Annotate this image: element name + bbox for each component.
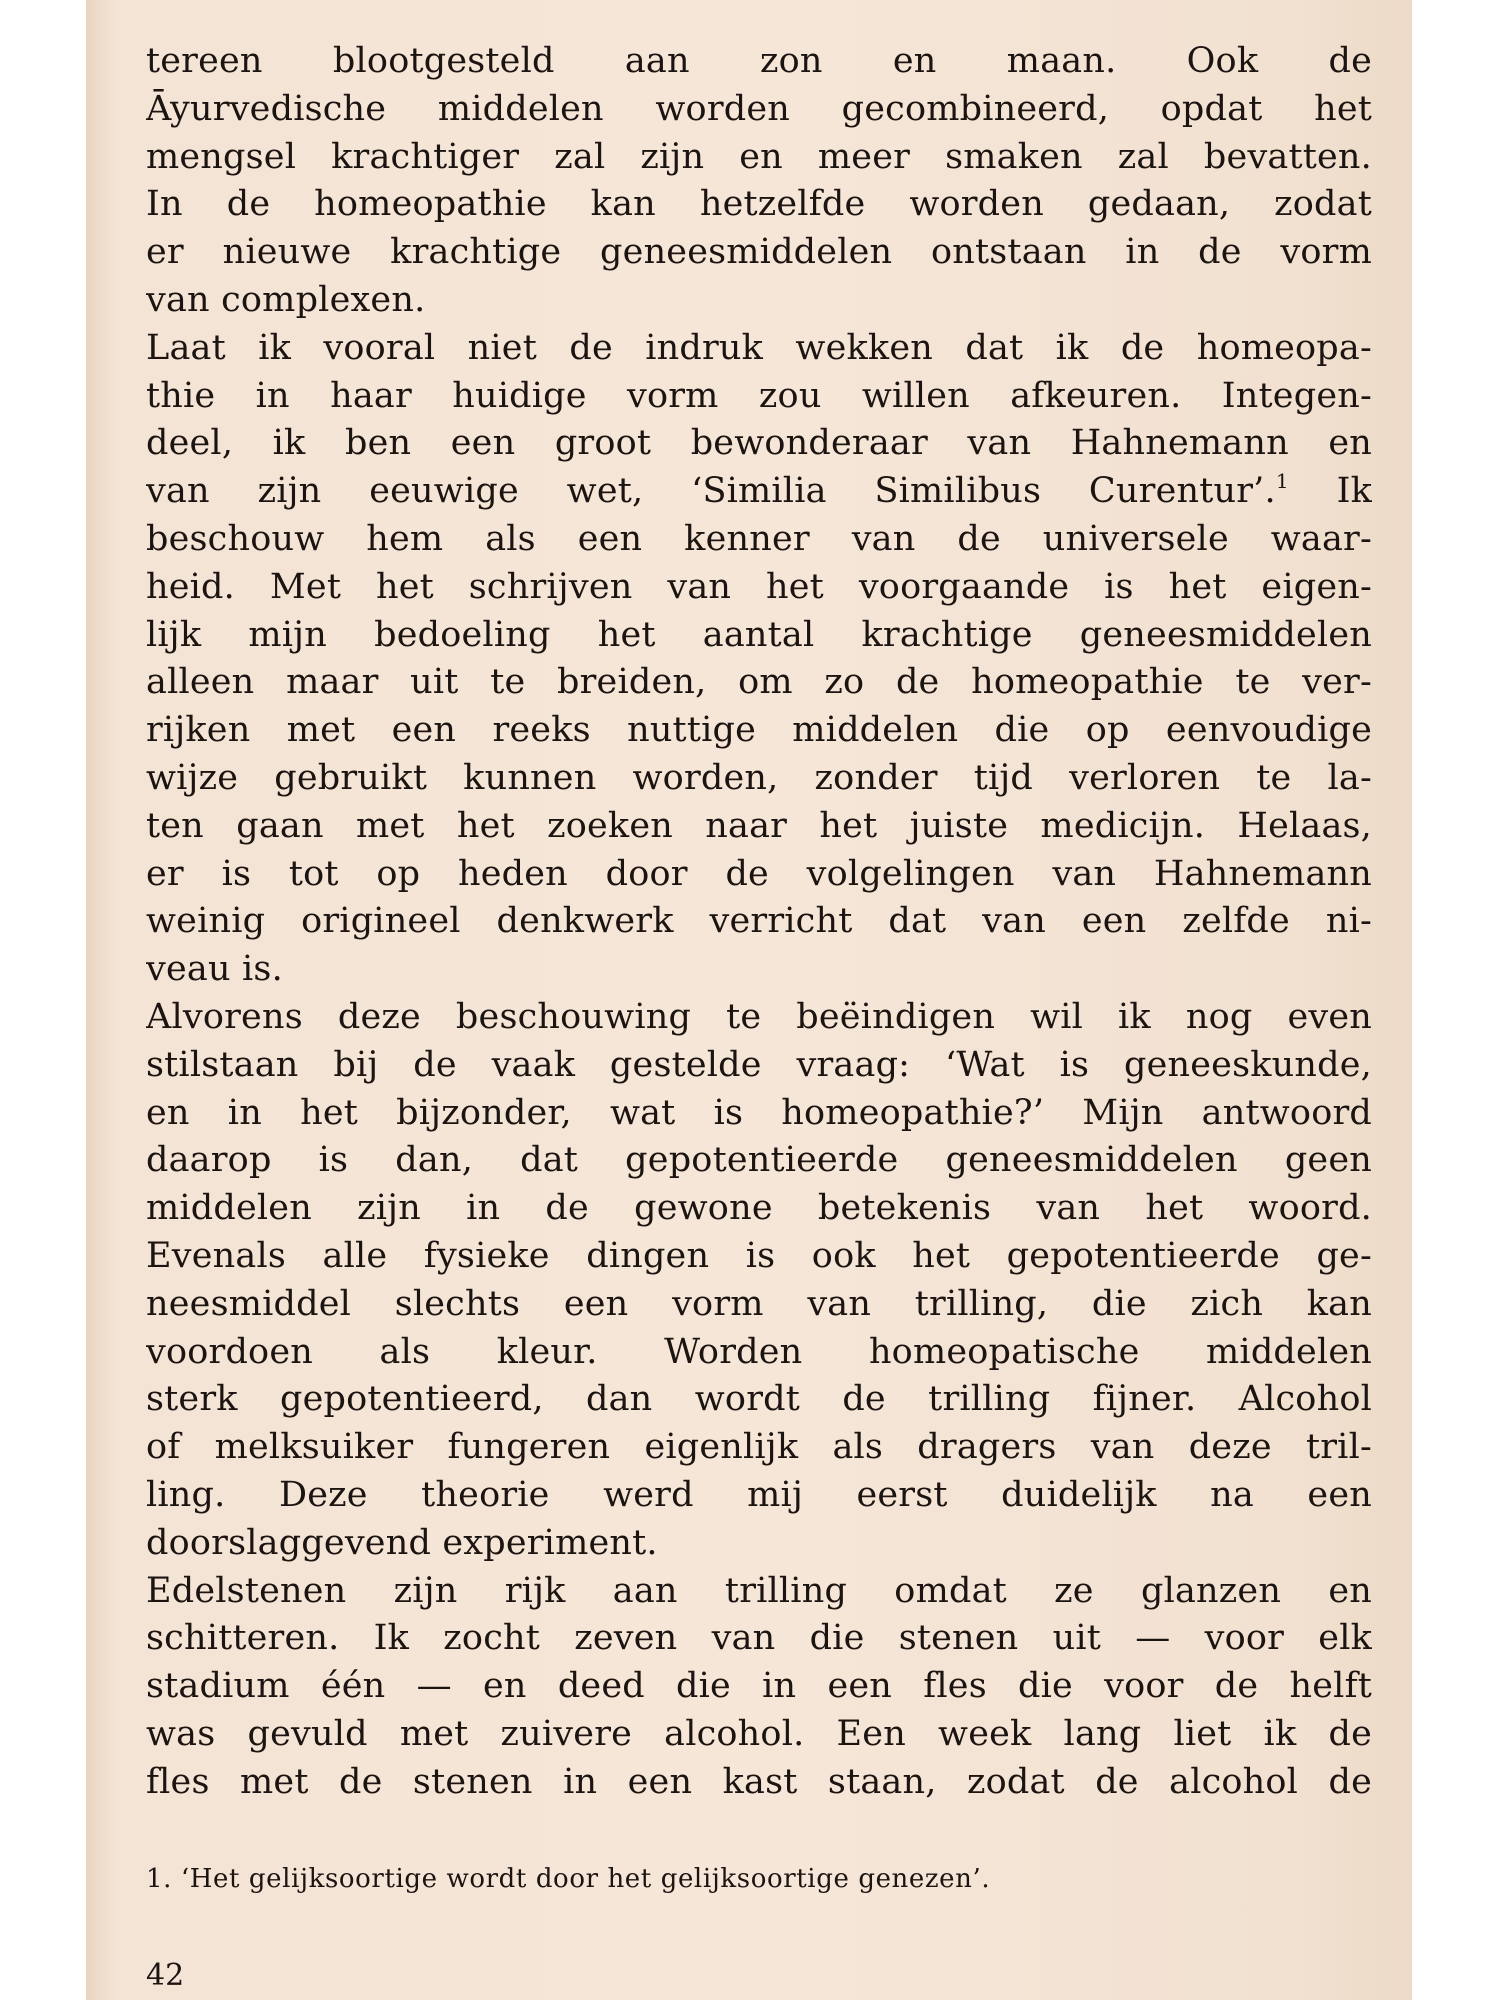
body-text [146, 38, 1372, 1806]
text-line: Edelstenen zijn rijk aan trilling omdat ze glanzen en [146, 1570, 1372, 1611]
footnote-reference: 1 [1275, 469, 1289, 494]
text-line: schitteren. Ik zocht zeven van die stenen uit — voor elk [146, 1618, 1372, 1659]
text-line: van zijn eeuwige wet, ‘Similia Similibus Curentur’.$^1$ Ik [146, 469, 1372, 512]
text-line: middelen zijn in de gewone betekenis van het woord. [146, 1188, 1372, 1229]
text-line: mengsel krachtiger zal zijn en meer smaken zal bevatten. [146, 136, 1372, 177]
text-line: lijk mijn bedoeling het aantal krachtige geneesmiddelen [146, 614, 1372, 655]
text-line: van complexen. [146, 279, 426, 320]
text-line: er is tot op heden door de volgelingen van Hahnemann [146, 853, 1372, 894]
text-line: doorslaggevend experiment. [146, 1522, 658, 1563]
text-line: weinig origineel denkwerk verricht dat van een zelfde ni- [146, 901, 1372, 942]
text-line: stilstaan bij de vaak gestelde vraag: ‘Wat is geneeskunde, [146, 1044, 1372, 1085]
text-line: daarop is dan, dat gepotentieerde geneesmiddelen geen [146, 1140, 1372, 1181]
text-line: wijze gebruikt kunnen worden, zonder tijd verloren te la- [146, 757, 1372, 798]
text-line: of melksuiker fungeren eigenlijk als dragers van deze tril- [146, 1427, 1372, 1468]
text-line: sterk gepotentieerd, dan wordt de trilling fijner. Alcohol [146, 1379, 1372, 1420]
text-line: Evenals alle fysieke dingen is ook het gepotentieerde ge- [146, 1235, 1372, 1276]
text-line: neesmiddel slechts een vorm van trilling, die zich kan [146, 1283, 1372, 1324]
text-line: In de homeopathie kan hetzelfde worden gedaan, zodat [146, 184, 1372, 225]
text-line: beschouw hem als een kenner van de universele waar- [146, 518, 1372, 559]
text-line: alleen maar uit te breiden, om zo de homeopathie te ver- [146, 662, 1372, 703]
text-line: en in het bijzonder, wat is homeopathie?’ Mijn antwoord [146, 1092, 1372, 1133]
text-line: Alvorens deze beschouwing te beëindigen wil ik nog even [146, 996, 1372, 1037]
footnote: 1. ‘Het gelijksoortige wordt door het gelijksoortige genezen’. [146, 1864, 991, 1894]
text-line: voordoen als kleur. Worden homeopatische middelen [146, 1331, 1372, 1372]
text-line: fles met de stenen in een kast staan, zodat de alcohol de [146, 1761, 1372, 1802]
text-line: thie in haar huidige vorm zou willen afkeuren. Integen- [146, 375, 1372, 416]
text-line: ling. Deze theorie werd mij eerst duidelijk na een [146, 1474, 1372, 1515]
text-line: Āyurvedische middelen worden gecombineerd, opdat het [146, 88, 1372, 129]
text-line: tereen blootgesteld aan zon en maan. Ook de [146, 41, 1372, 81]
text-line: rijken met een reeks nuttige middelen die op eenvoudige [146, 710, 1372, 751]
text-line: stadium één — en deed die in een fles die voor de helft [146, 1666, 1372, 1707]
text-line: deel, ik ben een groot bewonderaar van Hahnemann en [146, 423, 1372, 464]
text-line: was gevuld met zuivere alcohol. Een week lang liet ik de [146, 1713, 1372, 1754]
text-line: heid. Met het schrijven van het voorgaande is het eigen- [146, 566, 1372, 607]
text-line: ten gaan met het zoeken naar het juiste medicijn. Helaas, [146, 805, 1372, 846]
text-line: Laat ik vooral niet de indruk wekken dat ik de homeopa- [146, 327, 1372, 368]
text-line: er nieuwe krachtige geneesmiddelen ontstaan in de vorm [146, 232, 1372, 273]
text-line: veau is. [146, 949, 283, 990]
page-number: 42 [146, 1958, 185, 1993]
